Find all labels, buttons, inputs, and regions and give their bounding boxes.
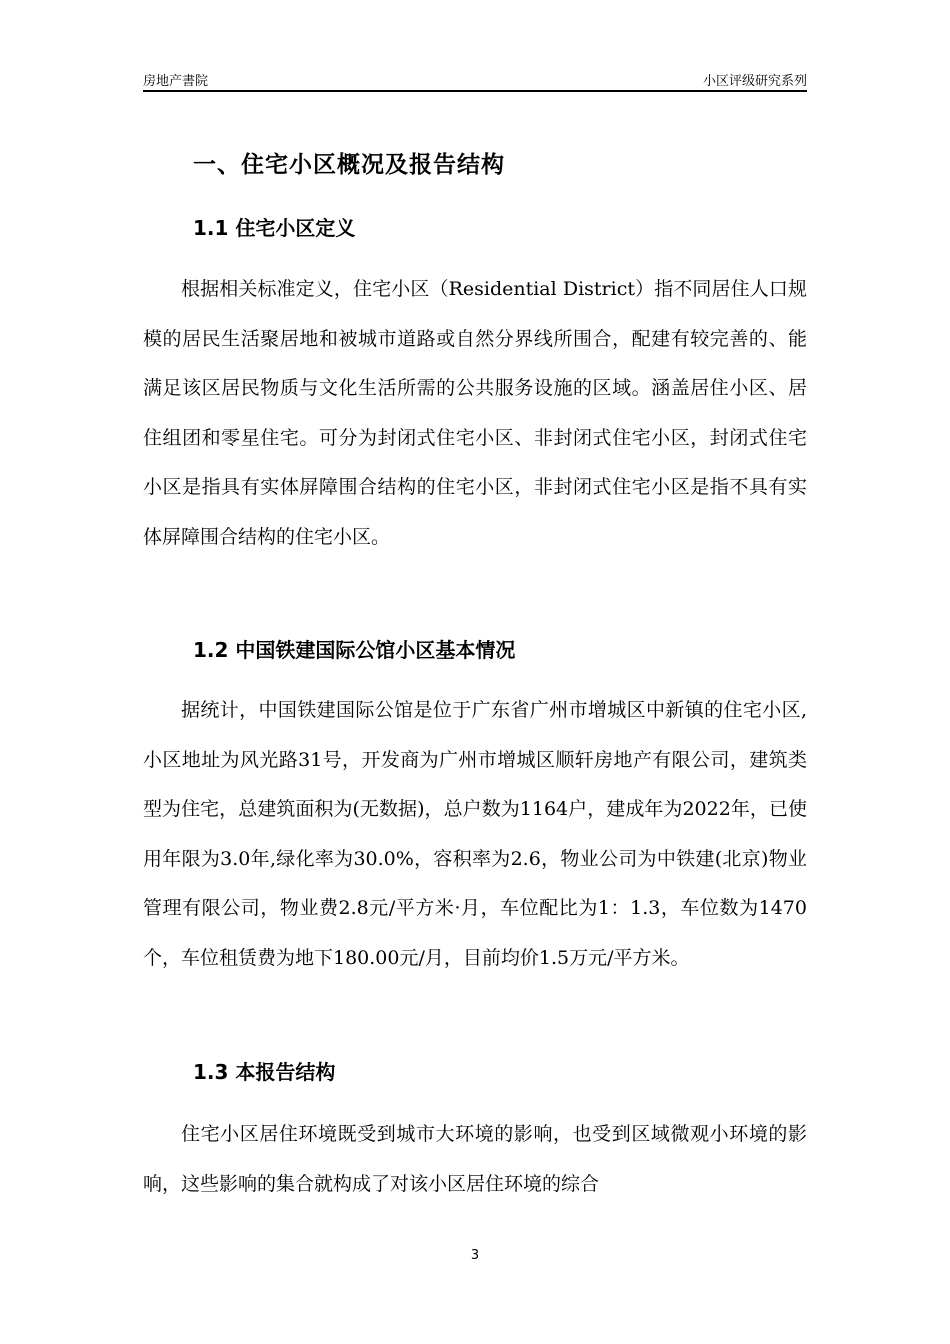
page-header	[143, 68, 807, 92]
section-paragraph-1-3: 住宅小区居住环境既受到城市大环境的影响，也受到区域微观小环境的影响，这些影响的集合就构成了对该小区居住环境的综合	[143, 1123, 807, 1195]
section-heading-1-2: 1.2 中国铁建国际公馆小区基本情况	[193, 638, 516, 662]
header-series: 小区评级研究系列	[702, 74, 807, 89]
page-number: 3	[470, 1248, 480, 1263]
section-paragraph-1-1: 根据相关标准定义，住宅小区（Residential District）指不同居住人口规模的居民生活聚居地和被城市道路或自然分界线所围合，配建有较完善的、能满足该区居民物质与文化生活所需的公共服务设施的区域。涵盖居住小区、居住组团和零星住宅。可分为封闭式住宅小区、非封闭式住宅小区，封闭式住宅小区是指具有实体屏障围合结构的住宅小区，非封闭式住宅小区是指不具有实体屏障围合结构的住宅小区。	[143, 278, 807, 548]
section-paragraph-1-2: 据统计，中国铁建国际公馆是位于广东省广州市增城区中新镇的住宅小区,小区地址为风光路31号，开发商为广州市增城区顺轩房地产有限公司，建筑类型为住宅，总建筑面积为(无数据)，总户数为1164户，建成年为2022年，已使用年限为3.0年,绿化率为30.0%，容积率为2.6，物业公司为中铁建(北京)物业管理有限公司，物业费2.8元/平方米·月，车位配比为1：1.3，车位数为1470个，车位租赁费为地下180.00元/月，目前均价1.5万元/平方米。	[143, 699, 807, 969]
chapter-title: 一、住宅小区概况及报告结构	[193, 152, 505, 178]
section-heading-1-1: 1.1 住宅小区定义	[193, 216, 356, 240]
section-heading-1-3: 1.3 本报告结构	[193, 1060, 336, 1084]
header-publisher: 房地产書院	[143, 74, 209, 89]
